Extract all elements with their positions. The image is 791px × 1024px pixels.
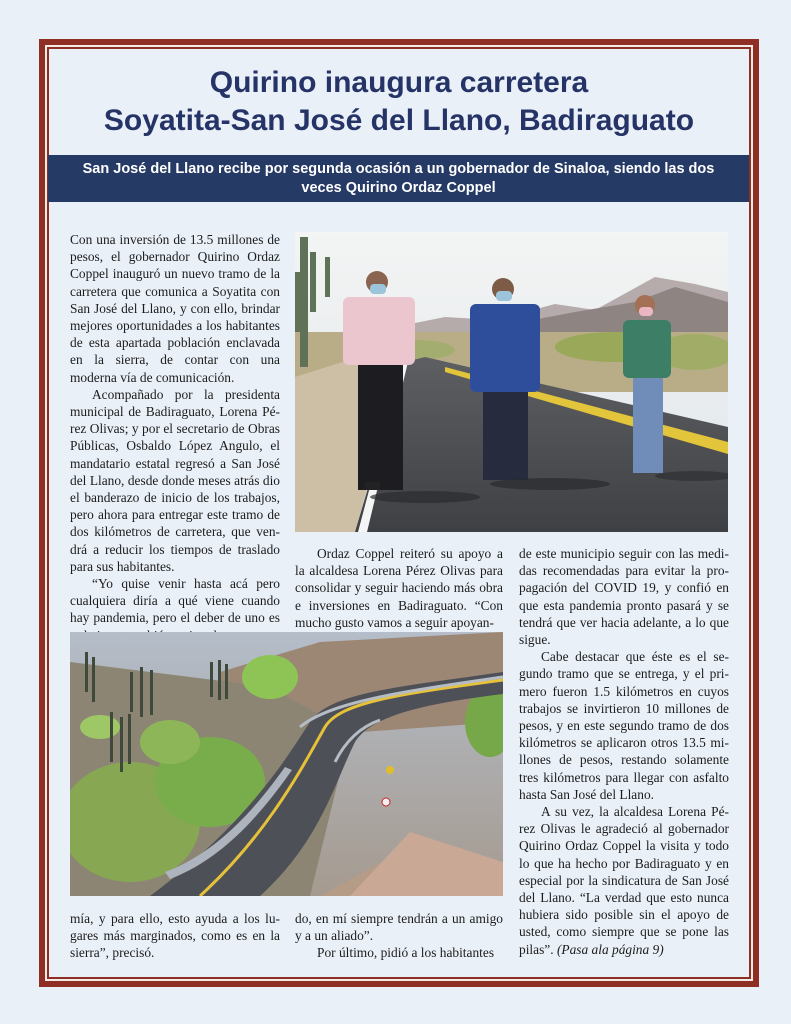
- paragraph: de este municipio seguir con las medidas recomendadas para evitar la propagación del COVID 19, y confió en que esta pandemia pronto pasará y se tendrá que ver hacia adelante, a lo que sigue.: [519, 546, 729, 648]
- photo-officials-image: [295, 232, 728, 532]
- headline-line-2: Soyatita-San José del Llano, Badiraguato: [103, 104, 695, 137]
- continued-on-page-note: (Pasa ala página 9): [556, 941, 664, 957]
- column-2-lower: [295, 910, 503, 962]
- column-1-lower: [70, 910, 280, 962]
- paragraph: “Yo quise venir hasta acá pero cualquiera diría a qué viene cuando hay pandemia, pero el deber de uno es: [70, 576, 280, 626]
- paragraph: Ordaz Coppel reiteró su apoyo a la alcaldesa Lorena Pérez Olivas para consolidar y seguir haciendo más obra e inversiones en Badiraguato. “Con mucho gusto vamos a seguir apoyan-: [295, 546, 503, 630]
- paragraph: Acompañado por la presidenta municipal de Badiraguato, Lorena Pérez Olivas; y por el secretario de Obras Públicas, Osbaldo López Angulo, el mandatario estatal regresó a San José del Llano, desde donde meses atrás dio el banderazo de inicio de los trabajos, pero ahora para entregar este tramo de dos kilómetros de carretera, que vendrá a reducir los tiempos de traslado para sus habitantes.: [70, 386, 280, 574]
- column-1-upper: [70, 231, 280, 644]
- paragraph: [519, 803, 729, 958]
- paragraph: Por último, pidió a los habitantes: [317, 945, 495, 961]
- paragraph: Con una inversión de 13.5 millones de pesos, el gobernador Quirino Ordaz Coppel inauguró un nuevo tramo de la carretera que comunica a Soyatita con San José del Llano, y con ello, brindar mejores oportunidades a los habitantes de esta apartada población enclavada en la sierra, de contar con una moderna vía de comunicación.: [70, 232, 280, 385]
- column-3: [519, 545, 729, 958]
- subheadline-text: San José del Llano recibe por segunda ocasión a un gobernador de Sinaloa, siendo las dos veces Quirino Ordaz Coppel: [82, 161, 715, 196]
- paragraph: Cabe destacar que éste es el segundo tramo que se entrega, y el primero fueron 1.5 kilómetros en cuyos trabajos se invirtieron 10 millones de pesos, y en este segundo tramo de dos kilómetros se aplicaron otros 13.5 millones de pesos, restando solamente tres kilómetros para llegar con asfalto hasta San José del Llano.: [519, 649, 729, 802]
- column-2-middle: [295, 545, 503, 631]
- article-headline: [49, 64, 749, 140]
- paragraph-text: A su vez, la alcaldesa Lorena Pérez Olivas le agradeció al gobernador Quirino Ordaz Coppel la visita y todo lo que ha hecho por Badiraguato y en especial por la sindicatura de San José del Llano. “La verdad que esto nunca hubiera sido posible sin el apoyo de usted, como siempre que se pone las pilas”.: [519, 804, 729, 957]
- photo-road-image: [70, 632, 503, 896]
- photo-curving-road: [70, 632, 503, 896]
- article-subheadline: [48, 155, 749, 202]
- photo-officials-on-road: [295, 232, 728, 532]
- paragraph: mía, y para ello, esto ayuda a los lugares más marginados, como es en la sierra”, precisó.: [70, 911, 280, 961]
- paragraph: do, en mí siempre tendrán a un amigo y a un aliado”.: [295, 911, 503, 944]
- headline-line-1: Quirino inaugura carretera: [209, 66, 589, 99]
